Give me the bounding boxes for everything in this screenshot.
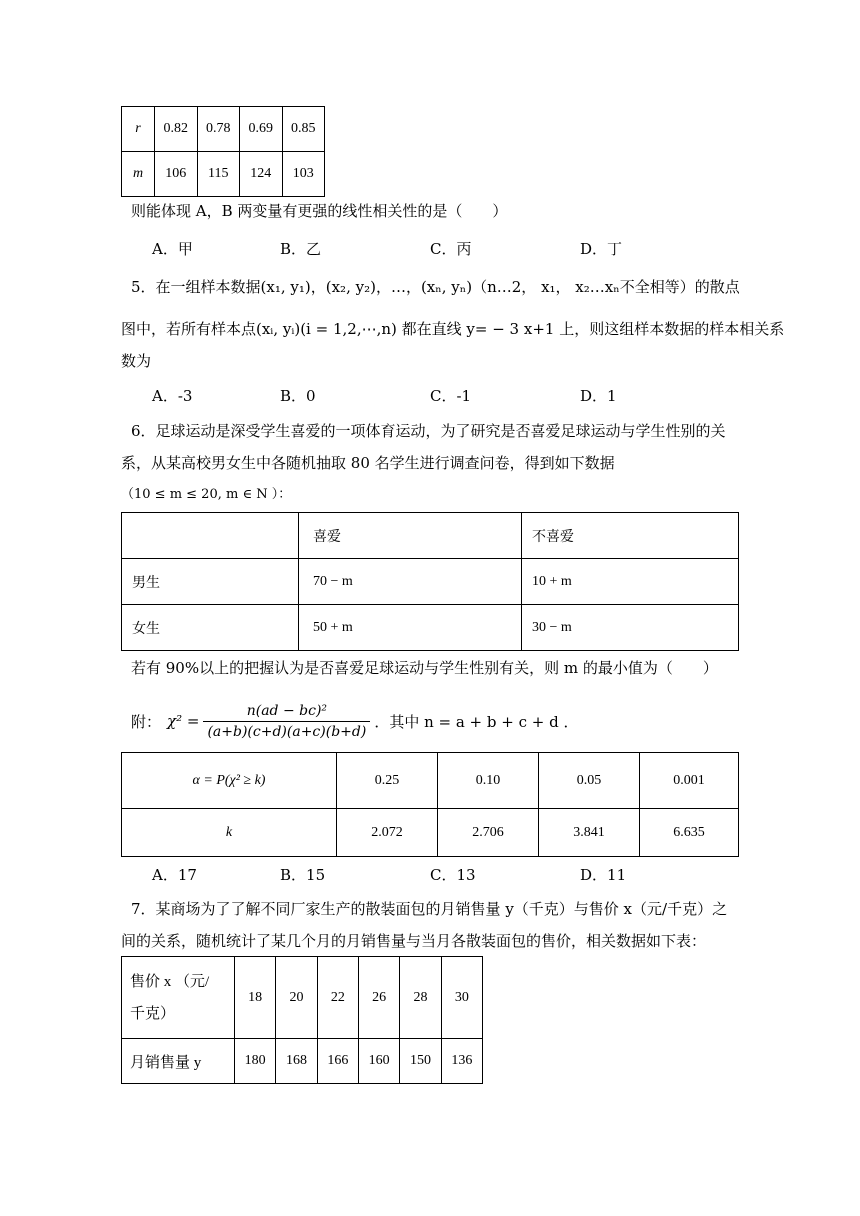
table-cell: 180	[235, 1039, 276, 1084]
table-cell: 136	[441, 1039, 482, 1084]
row-label-k: k	[122, 809, 337, 857]
chi-numerator: n(ad − bc)²	[203, 703, 370, 722]
table-cell: 0.10	[438, 753, 539, 809]
row-label: 女生	[122, 605, 299, 651]
table-cell: 0.82	[155, 107, 198, 152]
table-cell: 22	[317, 957, 358, 1039]
option-b: B．乙	[280, 240, 322, 258]
critical-value-table	[121, 752, 739, 857]
table-cell: 0.25	[337, 753, 438, 809]
table-cell: 0.85	[282, 107, 325, 152]
price-label-line1: 售价 x （元/	[130, 973, 210, 990]
q6-line2: 系，从某高校男女生中各随机抽取 80 名学生进行调查问卷，得到如下数据	[121, 454, 615, 472]
table-cell: 20	[276, 957, 317, 1039]
table-header: 不喜爱	[522, 513, 739, 559]
table-cell: 6.635	[640, 809, 739, 857]
chi-lhs: χ² =	[167, 712, 200, 730]
table-cell: 168	[276, 1039, 317, 1084]
table-cell: 115	[197, 152, 240, 197]
table-cell: 0.05	[539, 753, 640, 809]
table-cell: 70 − m	[299, 559, 522, 605]
chi-fraction	[203, 703, 370, 740]
table-cell: 3.841	[539, 809, 640, 857]
q4-stem: 则能体现 A，B 两变量有更强的线性相关性的是（ ）	[131, 202, 508, 220]
table-cell: 124	[240, 152, 283, 197]
q6-question: 若有 90%以上的把握认为是否喜爱足球运动与学生性别有关，则 m 的最小值为（ ）	[131, 659, 718, 677]
option-a: A．17	[152, 866, 197, 884]
sales-label: 月销售量 y	[122, 1039, 235, 1084]
appendix-suffix: ．其中 n = a + b + c + d ．	[374, 712, 579, 731]
row-label-m: m	[122, 152, 155, 197]
row-label-alpha: α = P(χ² ≥ k)	[122, 753, 337, 809]
row-label: 男生	[122, 559, 299, 605]
appendix-prefix: 附：	[131, 712, 162, 731]
table-cell: 10 + m	[522, 559, 739, 605]
table-cell: 28	[400, 957, 441, 1039]
survey-table	[121, 512, 739, 651]
row-label-r: r	[122, 107, 155, 152]
option-b: B．15	[280, 866, 326, 884]
table-cell: 106	[155, 152, 198, 197]
q7-line1: 7．某商场为了了解不同厂家生产的散装面包的月销售量 y（千克）与售价 x（元/千克）之	[131, 900, 728, 918]
q7-line2: 间的关系，随机统计了某几个月的月销售量与当月各散装面包的售价，相关数据如下表：	[121, 932, 707, 950]
price-sales-table	[121, 956, 483, 1084]
price-label-line2: 千克）	[130, 1005, 176, 1022]
option-b: B．0	[280, 387, 316, 405]
option-a: A．甲	[152, 240, 193, 258]
option-d: D．丁	[580, 240, 623, 258]
chi-square-formula	[131, 696, 578, 746]
q5-line3: 数为	[121, 352, 152, 370]
table-cell: 18	[235, 957, 276, 1039]
table-cell: 103	[282, 152, 325, 197]
table-cell: 50 + m	[299, 605, 522, 651]
table-cell: 26	[358, 957, 399, 1039]
option-a: A．-3	[152, 387, 193, 405]
table-cell: 30 − m	[522, 605, 739, 651]
table-cell: 0.69	[240, 107, 283, 152]
table-cell: 0.001	[640, 753, 739, 809]
table-cell: 2.706	[438, 809, 539, 857]
option-d: D．1	[580, 387, 617, 405]
correlation-table	[121, 106, 325, 197]
q6-line3: （10 ≤ m ≤ 20, m ∈ N ）：	[121, 487, 292, 502]
table-cell: 150	[400, 1039, 441, 1084]
table-cell: 0.78	[197, 107, 240, 152]
chi-denominator: (a+b)(c+d)(a+c)(b+d)	[207, 723, 367, 740]
table-header-empty	[122, 513, 299, 559]
option-c: C．丙	[430, 240, 472, 258]
table-cell: 2.072	[337, 809, 438, 857]
option-d: D．11	[580, 866, 627, 884]
q5-line1: 5．在一组样本数据(x₁, y₁)，(x₂, y₂)，…，(xₙ, yₙ)（n…2， x₁， x₂…xₙ不全相等）的散点	[131, 278, 740, 296]
option-c: C．-1	[430, 387, 472, 405]
q6-line1: 6．足球运动是深受学生喜爱的一项体育运动，为了研究是否喜爱足球运动与学生性别的关	[131, 422, 726, 440]
option-c: C．13	[430, 866, 476, 884]
table-cell: 30	[441, 957, 482, 1039]
table-cell: 160	[358, 1039, 399, 1084]
price-label-cell	[122, 957, 235, 1039]
table-header: 喜爱	[299, 513, 522, 559]
q5-line2: 图中，若所有样本点(xᵢ, yᵢ)(i = 1,2,⋯,n) 都在直线 y= − 3 x+1 上，则这组样本数据的样本相关系	[121, 320, 785, 338]
table-cell: 166	[317, 1039, 358, 1084]
